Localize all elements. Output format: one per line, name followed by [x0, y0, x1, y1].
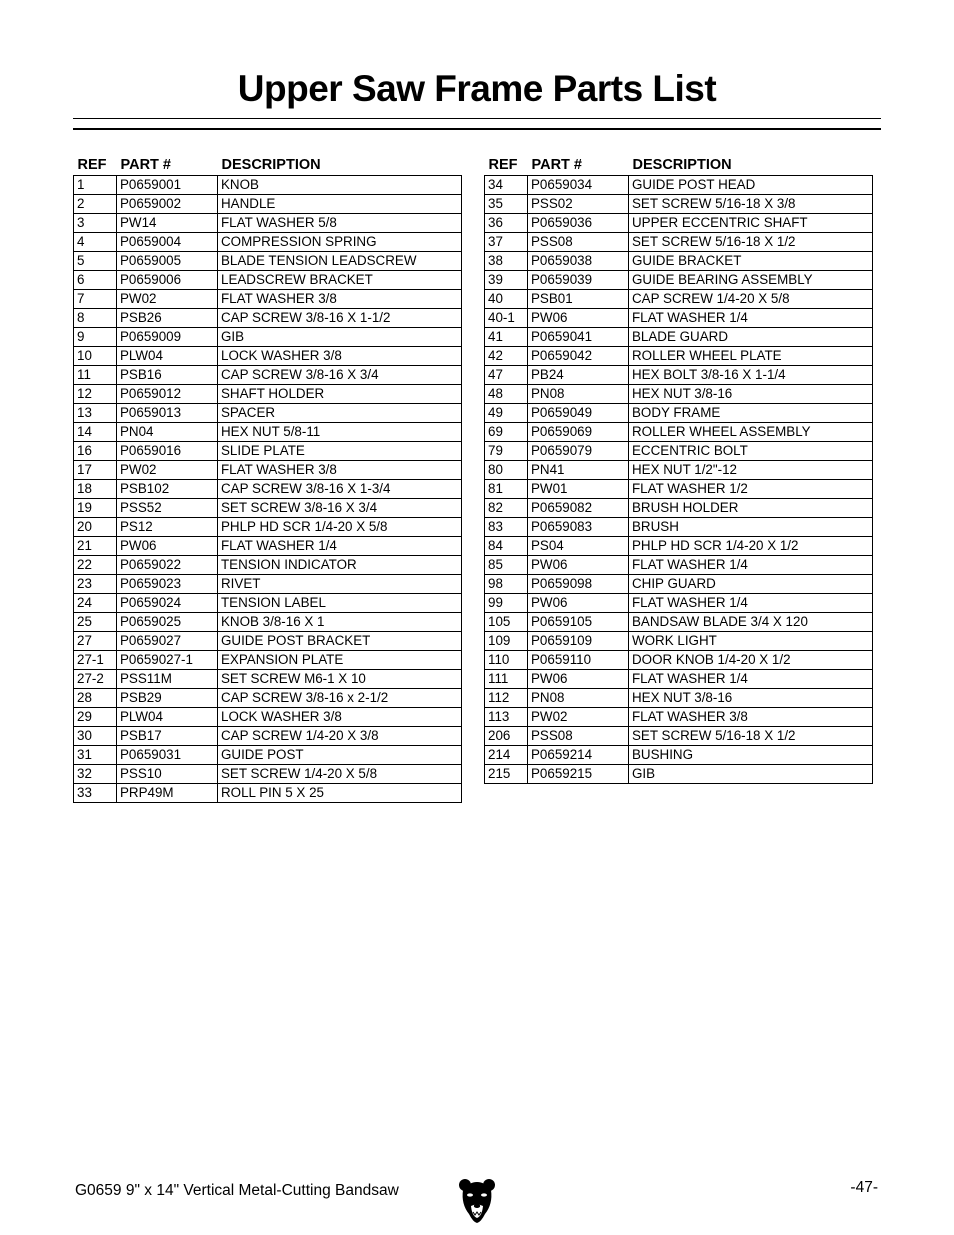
description-cell: FLAT WASHER 3/8: [218, 290, 462, 309]
description-cell: KNOB: [218, 176, 462, 195]
table-row: [74, 765, 462, 784]
table-row: [74, 518, 462, 537]
table-row: [74, 309, 462, 328]
table-header-row: [485, 152, 873, 176]
part-number-cell: PW14: [117, 214, 218, 233]
ref-cell: 48: [485, 385, 528, 404]
description-cell: FLAT WASHER 1/2: [629, 480, 873, 499]
ref-cell: 84: [485, 537, 528, 556]
description-cell: CAP SCREW 3/8-16 x 2-1/2: [218, 689, 462, 708]
ref-cell: 80: [485, 461, 528, 480]
column-header-description: DESCRIPTION: [632, 157, 732, 173]
description-cell: SPACER: [218, 404, 462, 423]
part-number-cell: PSS10: [117, 765, 218, 784]
ref-cell: 10: [74, 347, 117, 366]
ref-cell: 12: [74, 385, 117, 404]
description-cell: FLAT WASHER 1/4: [629, 670, 873, 689]
ref-cell: 112: [485, 689, 528, 708]
part-number-cell: P0659082: [528, 499, 629, 518]
part-number-cell: PW01: [528, 480, 629, 499]
table-row: [485, 404, 873, 423]
ref-cell: 9: [74, 328, 117, 347]
ref-cell: 34: [485, 176, 528, 195]
description-cell: ECCENTRIC BOLT: [629, 442, 873, 461]
table-row: [74, 575, 462, 594]
table-row: [74, 233, 462, 252]
table-row: [485, 366, 873, 385]
part-number-cell: P0659013: [117, 404, 218, 423]
footer-model-text: G0659 9" x 14" Vertical Metal-Cutting Bandsaw: [75, 1182, 399, 1199]
part-number-cell: P0659025: [117, 613, 218, 632]
part-number-cell: PW02: [528, 708, 629, 727]
description-cell: COMPRESSION SPRING: [218, 233, 462, 252]
description-cell: SET SCREW 5/16-18 X 1/2: [629, 233, 873, 252]
description-cell: EXPANSION PLATE: [218, 651, 462, 670]
part-number-cell: PS12: [117, 518, 218, 537]
part-number-cell: PSS02: [528, 195, 629, 214]
part-number-cell: P0659002: [117, 195, 218, 214]
ref-cell: 8: [74, 309, 117, 328]
ref-cell: 47: [485, 366, 528, 385]
ref-cell: 69: [485, 423, 528, 442]
table-row: [74, 480, 462, 499]
part-number-cell: P0659214: [528, 746, 629, 765]
description-cell: GIB: [629, 765, 873, 784]
part-number-cell: P0659069: [528, 423, 629, 442]
part-number-cell: P0659016: [117, 442, 218, 461]
part-number-cell: PSS08: [528, 233, 629, 252]
description-cell: TENSION INDICATOR: [218, 556, 462, 575]
description-cell: ROLLER WHEEL PLATE: [629, 347, 873, 366]
ref-cell: 111: [485, 670, 528, 689]
title-rule: [73, 118, 881, 130]
table-row: [485, 537, 873, 556]
description-cell: GUIDE BRACKET: [629, 252, 873, 271]
ref-cell: 18: [74, 480, 117, 499]
part-number-cell: PN08: [528, 385, 629, 404]
description-cell: SET SCREW M6-1 X 10: [218, 670, 462, 689]
description-cell: BODY FRAME: [629, 404, 873, 423]
part-number-cell: P0659038: [528, 252, 629, 271]
table-row: [74, 499, 462, 518]
table-row: [74, 214, 462, 233]
ref-cell: 215: [485, 765, 528, 784]
table-row: [485, 556, 873, 575]
ref-cell: 82: [485, 499, 528, 518]
description-cell: BRUSH: [629, 518, 873, 537]
ref-cell: 13: [74, 404, 117, 423]
ref-cell: 36: [485, 214, 528, 233]
table-row: [74, 290, 462, 309]
table-row: [74, 328, 462, 347]
ref-cell: 7: [74, 290, 117, 309]
ref-cell: 4: [74, 233, 117, 252]
ref-cell: 1: [74, 176, 117, 195]
part-number-cell: PN04: [117, 423, 218, 442]
ref-cell: 41: [485, 328, 528, 347]
table-row: [485, 499, 873, 518]
description-cell: DOOR KNOB 1/4-20 X 1/2: [629, 651, 873, 670]
description-cell: BLADE TENSION LEADSCREW: [218, 252, 462, 271]
ref-cell: 30: [74, 727, 117, 746]
table-row: [74, 613, 462, 632]
table-row: [485, 233, 873, 252]
table-row: [485, 271, 873, 290]
table-row: [485, 480, 873, 499]
table-row: [485, 423, 873, 442]
part-number-cell: PSB26: [117, 309, 218, 328]
ref-cell: 27-1: [74, 651, 117, 670]
ref-cell: 40: [485, 290, 528, 309]
ref-cell: 35: [485, 195, 528, 214]
table-header-row: [74, 152, 462, 176]
description-cell: UPPER ECCENTRIC SHAFT: [629, 214, 873, 233]
ref-cell: 109: [485, 632, 528, 651]
ref-cell: 38: [485, 252, 528, 271]
ref-cell: 23: [74, 575, 117, 594]
ref-cell: 49: [485, 404, 528, 423]
description-cell: BLADE GUARD: [629, 328, 873, 347]
table-row: [74, 727, 462, 746]
description-cell: RIVET: [218, 575, 462, 594]
part-number-cell: P0659034: [528, 176, 629, 195]
page-number: -47-: [850, 1179, 878, 1196]
ref-cell: 22: [74, 556, 117, 575]
parts-table-right-body: [485, 176, 873, 784]
ref-cell: 31: [74, 746, 117, 765]
description-cell: CAP SCREW 1/4-20 X 3/8: [218, 727, 462, 746]
table-row: [74, 632, 462, 651]
table-row: [485, 290, 873, 309]
description-cell: FLAT WASHER 1/4: [629, 309, 873, 328]
ref-cell: 3: [74, 214, 117, 233]
table-row: [74, 252, 462, 271]
ref-cell: 214: [485, 746, 528, 765]
table-row: [485, 765, 873, 784]
description-cell: BUSHING: [629, 746, 873, 765]
part-number-cell: P0659110: [528, 651, 629, 670]
ref-cell: 85: [485, 556, 528, 575]
table-row: [485, 328, 873, 347]
part-number-cell: PSB102: [117, 480, 218, 499]
ref-cell: 27: [74, 632, 117, 651]
column-header-part: PART #: [531, 157, 582, 173]
part-number-cell: PSS08: [528, 727, 629, 746]
table-row: [485, 385, 873, 404]
description-cell: HANDLE: [218, 195, 462, 214]
ref-cell: 40-1: [485, 309, 528, 328]
part-number-cell: P0659041: [528, 328, 629, 347]
part-number-cell: P0659012: [117, 385, 218, 404]
part-number-cell: P0659039: [528, 271, 629, 290]
description-cell: HEX NUT 3/8-16: [629, 385, 873, 404]
table-row: [485, 442, 873, 461]
ref-cell: 6: [74, 271, 117, 290]
description-cell: CAP SCREW 1/4-20 X 5/8: [629, 290, 873, 309]
ref-cell: 39: [485, 271, 528, 290]
part-number-cell: PSB01: [528, 290, 629, 309]
part-number-cell: PW06: [528, 594, 629, 613]
description-cell: FLAT WASHER 3/8: [218, 461, 462, 480]
description-cell: CAP SCREW 3/8-16 X 3/4: [218, 366, 462, 385]
parts-table-left: [73, 152, 462, 803]
part-number-cell: PSS11M: [117, 670, 218, 689]
part-number-cell: PRP49M: [117, 784, 218, 803]
table-row: [485, 575, 873, 594]
part-number-cell: P0659098: [528, 575, 629, 594]
ref-cell: 21: [74, 537, 117, 556]
ref-cell: 99: [485, 594, 528, 613]
part-number-cell: PSS52: [117, 499, 218, 518]
table-row: [74, 556, 462, 575]
description-cell: FLAT WASHER 5/8: [218, 214, 462, 233]
table-row: [485, 195, 873, 214]
description-cell: LEADSCREW BRACKET: [218, 271, 462, 290]
part-number-cell: P0659049: [528, 404, 629, 423]
table-row: [485, 746, 873, 765]
description-cell: SLIDE PLATE: [218, 442, 462, 461]
table-row: [485, 632, 873, 651]
ref-cell: 81: [485, 480, 528, 499]
description-cell: ROLL PIN 5 X 25: [218, 784, 462, 803]
ref-cell: 33: [74, 784, 117, 803]
table-row: [485, 594, 873, 613]
description-cell: HEX NUT 3/8-16: [629, 689, 873, 708]
part-number-cell: P0659109: [528, 632, 629, 651]
part-number-cell: P0659042: [528, 347, 629, 366]
page-title: Upper Saw Frame Parts List: [237, 68, 717, 109]
description-cell: LOCK WASHER 3/8: [218, 708, 462, 727]
table-row: [74, 537, 462, 556]
part-number-cell: PB24: [528, 366, 629, 385]
part-number-cell: P0659083: [528, 518, 629, 537]
table-row: [74, 651, 462, 670]
ref-cell: 105: [485, 613, 528, 632]
table-row: [485, 518, 873, 537]
ref-cell: 27-2: [74, 670, 117, 689]
description-cell: HEX BOLT 3/8-16 X 1-1/4: [629, 366, 873, 385]
table-row: [74, 347, 462, 366]
table-row: [74, 670, 462, 689]
part-number-cell: P0659105: [528, 613, 629, 632]
ref-cell: 5: [74, 252, 117, 271]
ref-cell: 42: [485, 347, 528, 366]
description-cell: ROLLER WHEEL ASSEMBLY: [629, 423, 873, 442]
ref-cell: 29: [74, 708, 117, 727]
table-row: [74, 689, 462, 708]
ref-cell: 32: [74, 765, 117, 784]
ref-cell: 206: [485, 727, 528, 746]
description-cell: TENSION LABEL: [218, 594, 462, 613]
table-row: [485, 214, 873, 233]
table-row: [74, 423, 462, 442]
description-cell: LOCK WASHER 3/8: [218, 347, 462, 366]
ref-cell: 37: [485, 233, 528, 252]
table-row: [485, 252, 873, 271]
part-number-cell: PW06: [528, 556, 629, 575]
ref-cell: 98: [485, 575, 528, 594]
table-row: [74, 461, 462, 480]
table-row: [485, 708, 873, 727]
table-row: [74, 746, 462, 765]
description-cell: FLAT WASHER 1/4: [218, 537, 462, 556]
description-cell: CAP SCREW 3/8-16 X 1-1/2: [218, 309, 462, 328]
description-cell: KNOB 3/8-16 X 1: [218, 613, 462, 632]
table-row: [74, 784, 462, 803]
table-row: [485, 689, 873, 708]
part-number-cell: PN41: [528, 461, 629, 480]
table-row: [74, 271, 462, 290]
part-number-cell: PLW04: [117, 708, 218, 727]
table-row: [74, 404, 462, 423]
ref-cell: 25: [74, 613, 117, 632]
part-number-cell: P0659005: [117, 252, 218, 271]
part-number-cell: PS04: [528, 537, 629, 556]
description-cell: FLAT WASHER 1/4: [629, 556, 873, 575]
part-number-cell: PW02: [117, 290, 218, 309]
parts-table-right: [484, 152, 873, 784]
part-number-cell: P0659023: [117, 575, 218, 594]
ref-cell: 28: [74, 689, 117, 708]
part-number-cell: PSB17: [117, 727, 218, 746]
ref-cell: 110: [485, 651, 528, 670]
description-cell: FLAT WASHER 1/4: [629, 594, 873, 613]
description-cell: GUIDE POST HEAD: [629, 176, 873, 195]
description-cell: HEX NUT 5/8-11: [218, 423, 462, 442]
part-number-cell: P0659022: [117, 556, 218, 575]
column-header-description: DESCRIPTION: [221, 157, 321, 173]
table-row: [74, 594, 462, 613]
column-header-ref: REF: [77, 157, 107, 173]
description-cell: BANDSAW BLADE 3/4 X 120: [629, 613, 873, 632]
part-number-cell: PN08: [528, 689, 629, 708]
part-number-cell: PW06: [528, 309, 629, 328]
ref-cell: 79: [485, 442, 528, 461]
part-number-cell: PSB16: [117, 366, 218, 385]
description-cell: BRUSH HOLDER: [629, 499, 873, 518]
table-row: [485, 309, 873, 328]
description-cell: FLAT WASHER 3/8: [629, 708, 873, 727]
description-cell: GUIDE POST BRACKET: [218, 632, 462, 651]
table-row: [74, 176, 462, 195]
ref-cell: 83: [485, 518, 528, 537]
description-cell: SET SCREW 5/16-18 X 3/8: [629, 195, 873, 214]
parts-table-left-body: [74, 176, 462, 803]
part-number-cell: P0659215: [528, 765, 629, 784]
description-cell: CHIP GUARD: [629, 575, 873, 594]
description-cell: PHLP HD SCR 1/4-20 X 1/2: [629, 537, 873, 556]
part-number-cell: P0659006: [117, 271, 218, 290]
description-cell: SET SCREW 1/4-20 X 5/8: [218, 765, 462, 784]
ref-cell: 19: [74, 499, 117, 518]
ref-cell: 16: [74, 442, 117, 461]
column-header-ref: REF: [488, 157, 518, 173]
ref-cell: 17: [74, 461, 117, 480]
part-number-cell: P0659027: [117, 632, 218, 651]
description-cell: WORK LIGHT: [629, 632, 873, 651]
part-number-cell: PW02: [117, 461, 218, 480]
part-number-cell: P0659027-1: [117, 651, 218, 670]
part-number-cell: P0659024: [117, 594, 218, 613]
ref-cell: 11: [74, 366, 117, 385]
description-cell: SHAFT HOLDER: [218, 385, 462, 404]
table-row: [74, 366, 462, 385]
description-cell: CAP SCREW 3/8-16 X 1-3/4: [218, 480, 462, 499]
table-row: [485, 670, 873, 689]
ref-cell: 2: [74, 195, 117, 214]
description-cell: GUIDE BEARING ASSEMBLY: [629, 271, 873, 290]
part-number-cell: P0659009: [117, 328, 218, 347]
table-row: [485, 347, 873, 366]
ref-cell: 24: [74, 594, 117, 613]
part-number-cell: PW06: [528, 670, 629, 689]
part-number-cell: P0659036: [528, 214, 629, 233]
description-cell: PHLP HD SCR 1/4-20 X 5/8: [218, 518, 462, 537]
description-cell: HEX NUT 1/2"-12: [629, 461, 873, 480]
description-cell: GIB: [218, 328, 462, 347]
ref-cell: 113: [485, 708, 528, 727]
part-number-cell: PLW04: [117, 347, 218, 366]
description-cell: SET SCREW 5/16-18 X 1/2: [629, 727, 873, 746]
ref-cell: 14: [74, 423, 117, 442]
description-cell: GUIDE POST: [218, 746, 462, 765]
part-number-cell: P0659004: [117, 233, 218, 252]
part-number-cell: P0659001: [117, 176, 218, 195]
part-number-cell: P0659031: [117, 746, 218, 765]
table-row: [485, 461, 873, 480]
table-row: [485, 727, 873, 746]
table-row: [485, 651, 873, 670]
part-number-cell: PSB29: [117, 689, 218, 708]
part-number-cell: PW06: [117, 537, 218, 556]
table-row: [485, 613, 873, 632]
bear-head-icon: [457, 1176, 497, 1224]
column-header-part: PART #: [120, 157, 171, 173]
table-row: [74, 195, 462, 214]
table-row: [74, 385, 462, 404]
ref-cell: 20: [74, 518, 117, 537]
table-row: [74, 442, 462, 461]
description-cell: SET SCREW 3/8-16 X 3/4: [218, 499, 462, 518]
table-row: [485, 176, 873, 195]
part-number-cell: P0659079: [528, 442, 629, 461]
table-row: [74, 708, 462, 727]
